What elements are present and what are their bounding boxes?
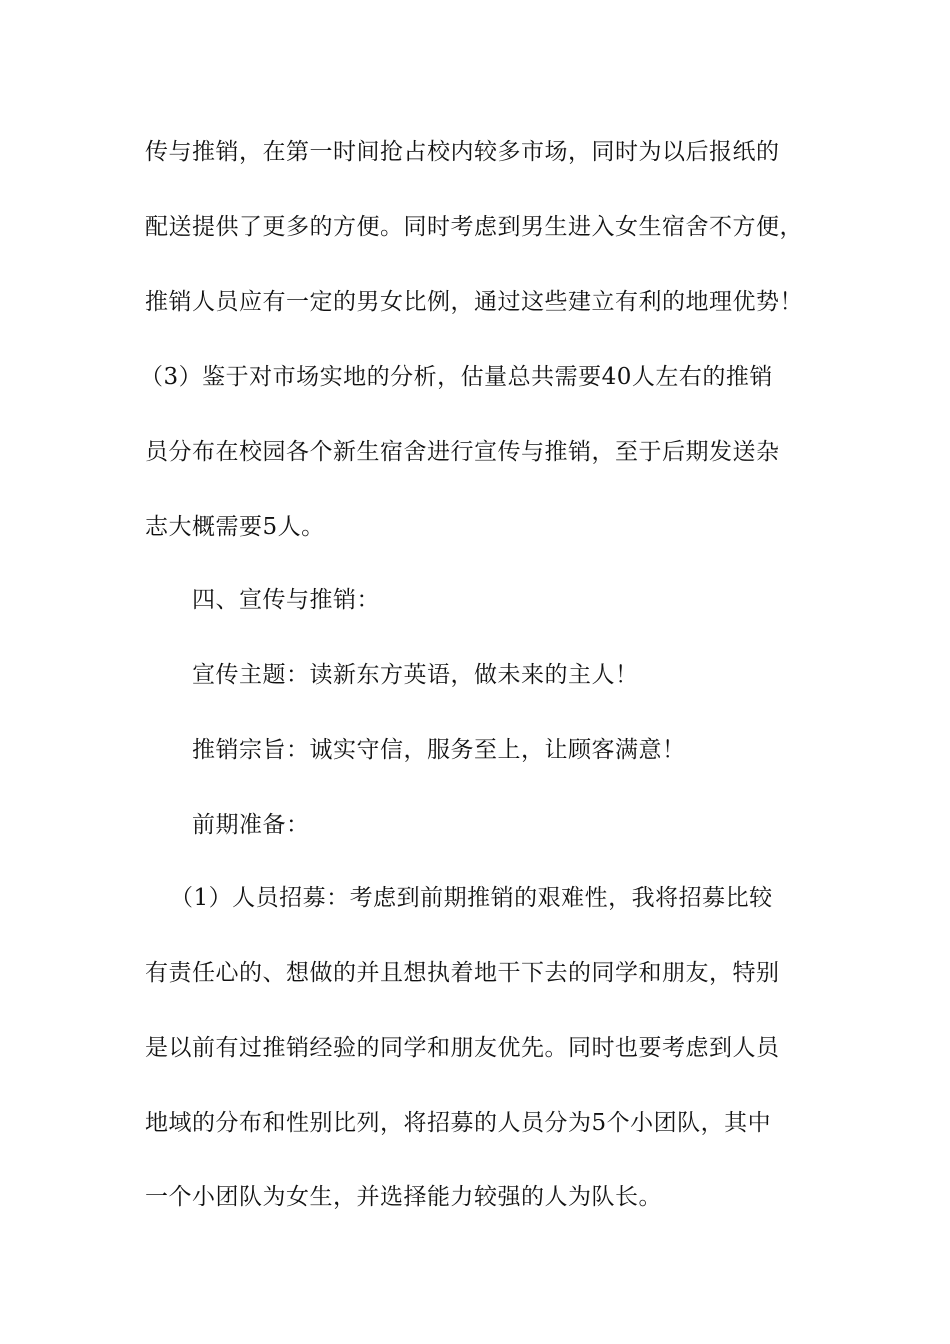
subheading: 前期准备： (192, 812, 310, 838)
paragraph-line: 地域的分布和性别比列，将招募的人员分为5个小团队，其中 (145, 1110, 772, 1136)
paragraph-line: 传与推销，在第一时间抢占校内较多市场，同时为以后报纸的 (145, 139, 780, 165)
paragraph-line: 志大概需要5人。 (145, 514, 325, 540)
paragraph-line: 是以前有过推销经验的同学和朋友优先。同时也要考虑到人员 (145, 1035, 780, 1061)
paragraph-line: （3）鉴于对市场实地的分析，估量总共需要40人左右的推销 (140, 364, 773, 390)
paragraph-line: 一个小团队为女生，并选择能力较强的人为队长。 (145, 1184, 662, 1210)
mission-line: 推销宗旨：诚实守信，服务至上，让顾客满意！ (192, 737, 686, 763)
slogan-line: 宣传主题：读新东方英语，做未来的主人！ (192, 662, 639, 688)
paragraph-line: （1）人员招募：考虑到前期推销的艰难性，我将招募比较 (170, 885, 773, 911)
paragraph-line: 员分布在校园各个新生宿舍进行宣传与推销，至于后期发送杂 (145, 439, 780, 465)
paragraph-line: 配送提供了更多的方便。同时考虑到男生进入女生宿舍不方便， (145, 214, 803, 240)
paragraph-line: 有责任心的、想做的并且想执着地干下去的同学和朋友，特别 (145, 960, 780, 986)
paragraph-line: 推销人员应有一定的男女比例，通过这些建立有利的地理优势！ (145, 289, 803, 315)
section-heading: 四、宣传与推销： (192, 587, 380, 613)
